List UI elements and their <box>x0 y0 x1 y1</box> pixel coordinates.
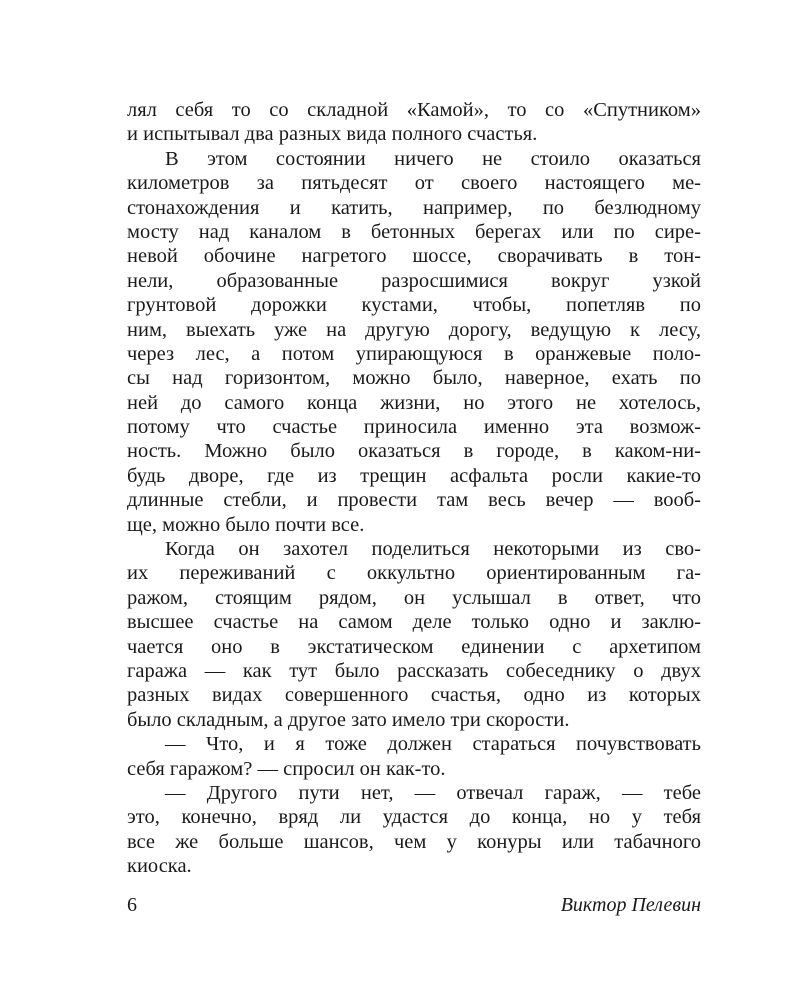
text-line: гаража — как тут было рассказать собеседнику о двух <box>127 659 701 682</box>
text-line: Когда он захотел поделиться некоторыми из сво- <box>165 538 701 561</box>
text-line: стонахождения и катить, например, по безлюдному <box>127 196 701 219</box>
text-line: чается оно в экстатическом единении с архетипом <box>127 635 701 658</box>
text-line: разных видах совершенного счастья, одно из которых <box>127 684 701 707</box>
text-line: мосту над каналом в бетонных берегах или по сире- <box>127 220 701 243</box>
text-line: киоска. <box>127 855 192 878</box>
text-line: — Что, и я тоже должен стараться почувствовать <box>165 733 701 756</box>
text-line: нели, образованные разросшимися вокруг узкой <box>127 269 701 292</box>
text-line: себя гаражом? — спросил он как-то. <box>127 757 446 780</box>
text-line: сы над горизонтом, можно было, наверное, ехать по <box>127 367 701 390</box>
text-line: через лес, а потом упирающуюся в оранжевые поло- <box>127 342 701 365</box>
text-line: ней до самого конца жизни, но этого не хотелось, <box>127 391 701 414</box>
text-line: было складным, а другое зато имело три скорости. <box>127 708 570 731</box>
text-line: — Другого пути нет, — отвечал гараж, — тебе <box>165 781 701 804</box>
text-line: километров за пятьдесят от своего настоящего ме- <box>127 172 701 195</box>
body-text <box>127 98 701 879</box>
text-line: ность. Можно было оказаться в городе, в каком-ни- <box>127 440 701 463</box>
text-line: невой обочине нагретого шоссе, сворачивать в тон- <box>127 245 701 268</box>
text-line: потому что счастье приносила именно эта возмож- <box>127 416 701 439</box>
text-line: В этом состоянии ничего не стоило оказаться <box>165 147 701 170</box>
text-line: ще, можно было почти все. <box>127 513 365 536</box>
text-line: грунтовой дорожки кустами, чтобы, попетляв по <box>127 294 701 317</box>
text-line: это, конечно, вряд ли удастся до конца, но у тебя <box>127 806 701 829</box>
text-line: все же больше шансов, чем у конуры или табачного <box>127 830 701 853</box>
text-line: их переживаний с оккультно ориентированным га- <box>127 562 701 585</box>
running-author: Виктор Пелевин <box>560 894 701 916</box>
text-line: ражом, стоящим рядом, он услышал в ответ, что <box>127 586 701 609</box>
text-line: длинные стебли, и провести там весь вечер — вооб- <box>127 489 701 512</box>
text-line: лял себя то со складной «Камой», то со «Спутником» <box>127 99 701 121</box>
text-line: ним, выехать уже на другую дорогу, ведущую к лесу, <box>127 318 701 341</box>
page-footer <box>127 894 701 920</box>
page-number: 6 <box>127 894 137 916</box>
text-line: будь дворе, где из трещин асфальта росли какие-то <box>127 464 701 487</box>
text-line: и испытывал два разных вида полного счастья. <box>127 123 538 146</box>
text-line: высшее счастье на самом деле только одно и заклю- <box>127 611 701 634</box>
